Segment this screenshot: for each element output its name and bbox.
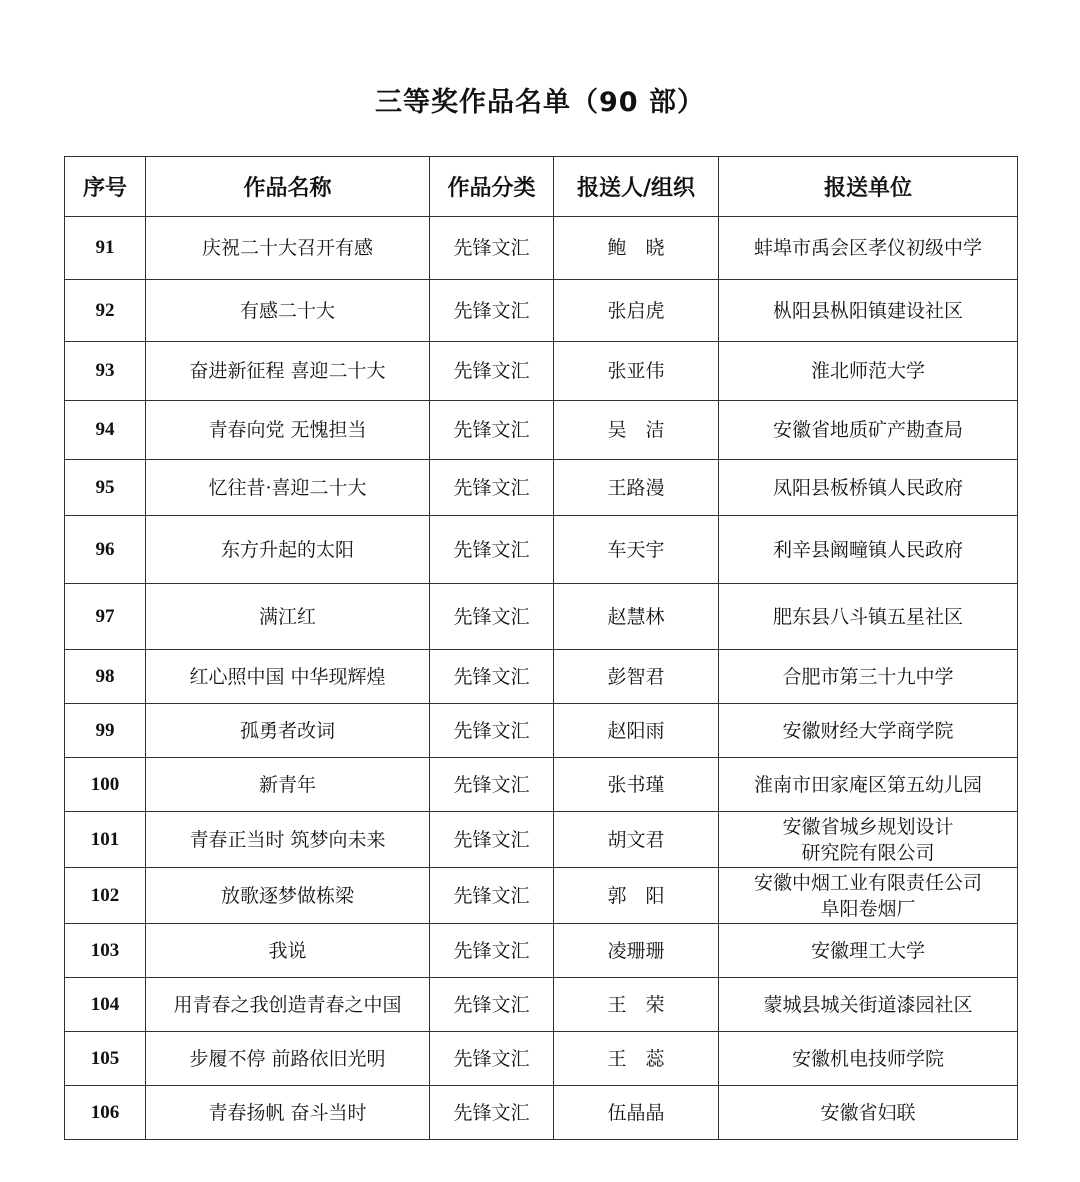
table-row (65, 217, 1018, 280)
table-row (65, 516, 1018, 584)
cell-submitting-unit: 安徽机电技师学院 (719, 1032, 1018, 1086)
cell-work-name: 用青春之我创造青春之中国 (146, 978, 430, 1032)
cell-work-name: 放歌逐梦做栋梁 (146, 868, 430, 924)
cell-submitter: 王 蕊 (554, 1032, 719, 1086)
cell-submitter: 凌珊珊 (554, 924, 719, 978)
cell-row-number: 91 (65, 217, 146, 280)
cell-submitting-unit: 凤阳县板桥镇人民政府 (719, 460, 1018, 516)
cell-submitter: 鲍 晓 (554, 217, 719, 280)
cell-category: 先锋文汇 (430, 758, 554, 812)
cell-work-name: 忆往昔·喜迎二十大 (146, 460, 430, 516)
cell-row-number: 99 (65, 704, 146, 758)
cell-work-name: 步履不停 前路依旧光明 (146, 1032, 430, 1086)
cell-work-name: 庆祝二十大召开有感 (146, 217, 430, 280)
cell-work-name: 红心照中国 中华现辉煌 (146, 650, 430, 704)
table-row (65, 1032, 1018, 1086)
cell-submitting-unit: 安徽省地质矿产勘查局 (719, 401, 1018, 460)
cell-category: 先锋文汇 (430, 704, 554, 758)
cell-submitting-unit: 安徽中烟工业有限责任公司 阜阳卷烟厂 (719, 868, 1018, 924)
cell-submitting-unit: 安徽省妇联 (719, 1086, 1018, 1140)
cell-category: 先锋文汇 (430, 342, 554, 401)
cell-work-name: 奋进新征程 喜迎二十大 (146, 342, 430, 401)
cell-row-number: 97 (65, 584, 146, 650)
cell-work-name: 青春向党 无愧担当 (146, 401, 430, 460)
table-row (65, 1086, 1018, 1140)
cell-submitter: 王 荣 (554, 978, 719, 1032)
table-row (65, 978, 1018, 1032)
cell-submitter: 车天宇 (554, 516, 719, 584)
cell-submitting-unit: 淮南市田家庵区第五幼儿园 (719, 758, 1018, 812)
cell-work-name: 青春正当时 筑梦向未来 (146, 812, 430, 868)
cell-row-number: 93 (65, 342, 146, 401)
cell-row-number: 106 (65, 1086, 146, 1140)
cell-row-number: 95 (65, 460, 146, 516)
cell-submitter: 郭 阳 (554, 868, 719, 924)
cell-submitting-unit: 利辛县阚疃镇人民政府 (719, 516, 1018, 584)
cell-submitting-unit: 枞阳县枞阳镇建设社区 (719, 280, 1018, 342)
cell-submitter: 张亚伟 (554, 342, 719, 401)
table-row (65, 868, 1018, 924)
cell-category: 先锋文汇 (430, 401, 554, 460)
cell-work-name: 孤勇者改词 (146, 704, 430, 758)
cell-row-number: 105 (65, 1032, 146, 1086)
cell-work-name: 满江红 (146, 584, 430, 650)
cell-category: 先锋文汇 (430, 1032, 554, 1086)
header-work-name: 作品名称 (146, 157, 430, 217)
cell-submitting-unit: 安徽财经大学商学院 (719, 704, 1018, 758)
cell-submitter: 赵阳雨 (554, 704, 719, 758)
cell-row-number: 101 (65, 812, 146, 868)
cell-category: 先锋文汇 (430, 584, 554, 650)
table-row (65, 342, 1018, 401)
cell-submitting-unit: 蚌埠市禹会区孝仪初级中学 (719, 217, 1018, 280)
cell-submitter: 王路漫 (554, 460, 719, 516)
cell-category: 先锋文汇 (430, 868, 554, 924)
cell-row-number: 102 (65, 868, 146, 924)
table-row (65, 812, 1018, 868)
cell-work-name: 我说 (146, 924, 430, 978)
award-list-table (64, 156, 1018, 1140)
cell-work-name: 东方升起的太阳 (146, 516, 430, 584)
cell-submitter: 吴 洁 (554, 401, 719, 460)
cell-category: 先锋文汇 (430, 1086, 554, 1140)
cell-work-name: 有感二十大 (146, 280, 430, 342)
cell-submitting-unit: 肥东县八斗镇五星社区 (719, 584, 1018, 650)
cell-work-name: 新青年 (146, 758, 430, 812)
header-submitter: 报送人/组织 (554, 157, 719, 217)
cell-submitter: 张书瑾 (554, 758, 719, 812)
table-row (65, 704, 1018, 758)
header-unit: 报送单位 (719, 157, 1018, 217)
cell-row-number: 94 (65, 401, 146, 460)
table-header-row (65, 157, 1018, 217)
page-title: 三等奖作品名单（90 部） (375, 87, 705, 118)
table-row (65, 924, 1018, 978)
cell-category: 先锋文汇 (430, 812, 554, 868)
cell-category: 先锋文汇 (430, 217, 554, 280)
cell-category: 先锋文汇 (430, 978, 554, 1032)
table-row (65, 650, 1018, 704)
header-category: 作品分类 (430, 157, 554, 217)
cell-row-number: 96 (65, 516, 146, 584)
cell-work-name: 青春扬帆 奋斗当时 (146, 1086, 430, 1140)
table-row (65, 401, 1018, 460)
cell-row-number: 103 (65, 924, 146, 978)
cell-row-number: 100 (65, 758, 146, 812)
table-row (65, 460, 1018, 516)
table-row (65, 280, 1018, 342)
cell-row-number: 98 (65, 650, 146, 704)
cell-row-number: 104 (65, 978, 146, 1032)
table-row (65, 584, 1018, 650)
cell-category: 先锋文汇 (430, 460, 554, 516)
cell-submitter: 张启虎 (554, 280, 719, 342)
cell-row-number: 92 (65, 280, 146, 342)
cell-submitter: 胡文君 (554, 812, 719, 868)
table-row (65, 758, 1018, 812)
cell-submitter: 赵慧林 (554, 584, 719, 650)
header-no: 序号 (65, 157, 146, 217)
cell-category: 先锋文汇 (430, 280, 554, 342)
cell-submitting-unit: 安徽理工大学 (719, 924, 1018, 978)
cell-submitting-unit: 安徽省城乡规划设计 研究院有限公司 (719, 812, 1018, 868)
cell-category: 先锋文汇 (430, 516, 554, 584)
cell-submitter: 彭智君 (554, 650, 719, 704)
cell-category: 先锋文汇 (430, 650, 554, 704)
cell-submitter: 伍晶晶 (554, 1086, 719, 1140)
cell-submitting-unit: 淮北师范大学 (719, 342, 1018, 401)
cell-submitting-unit: 合肥市第三十九中学 (719, 650, 1018, 704)
cell-category: 先锋文汇 (430, 924, 554, 978)
cell-submitting-unit: 蒙城县城关街道漆园社区 (719, 978, 1018, 1032)
